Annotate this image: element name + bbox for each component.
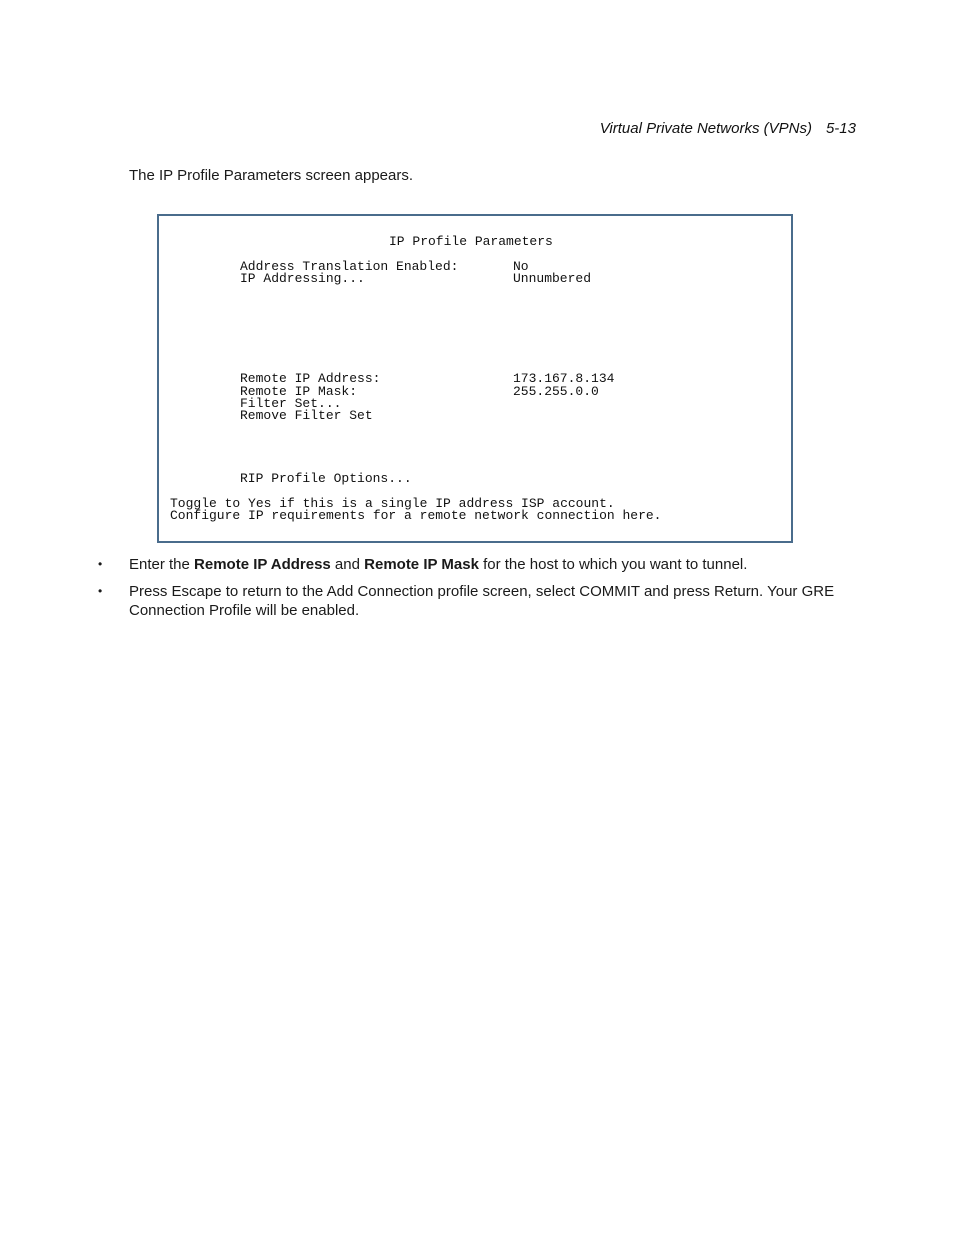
help-line-2: Configure IP requirements for a remote network connection here. [170,508,662,523]
ip-addressing-value[interactable]: Unnumbered [513,271,592,286]
bullet-marker: • [98,557,103,571]
bullet-marker: • [98,584,103,598]
bullet-text: and [330,556,365,573]
list-item [98,555,858,574]
remote-ip-mask-label[interactable]: Remote IP Mask: [240,384,358,399]
instruction-list [98,555,858,628]
bold-term: Remote IP Address [194,556,331,573]
filter-set-item[interactable]: Filter Set... [240,396,342,411]
bullet-text: for the host to which you want to tunnel. [478,556,748,573]
ip-addressing-label[interactable]: IP Addressing... [240,271,365,286]
terminal-screen [157,214,793,543]
chapter-title: Virtual Private Networks (VPNs) [599,120,812,137]
remote-ip-address-value[interactable]: 173.167.8.134 [513,371,615,386]
remote-ip-mask-value[interactable]: 255.255.0.0 [513,384,599,399]
rip-profile-options-item[interactable]: RIP Profile Options... [240,471,412,486]
screen-title: IP Profile Parameters [389,234,553,249]
list-item [98,582,858,620]
bullet-text: Press Escape to return to the Add Connection profile screen, select COMMIT and press Return. Your GRE Connection Profile will be enabled. [129,583,835,619]
bold-term: Remote IP Mask [364,556,479,573]
remove-filter-set-item[interactable]: Remove Filter Set [240,408,373,423]
intro-text: The IP Profile Parameters screen appears. [129,167,414,184]
bullet-text: Enter the [129,556,195,573]
page-header [600,120,856,137]
page-number: 5-13 [825,120,856,137]
address-translation-value[interactable]: No [513,259,529,274]
help-line-1: Toggle to Yes if this is a single IP address ISP account. [170,496,615,511]
address-translation-label[interactable]: Address Translation Enabled: [240,259,459,274]
remote-ip-address-label[interactable]: Remote IP Address: [240,371,381,386]
